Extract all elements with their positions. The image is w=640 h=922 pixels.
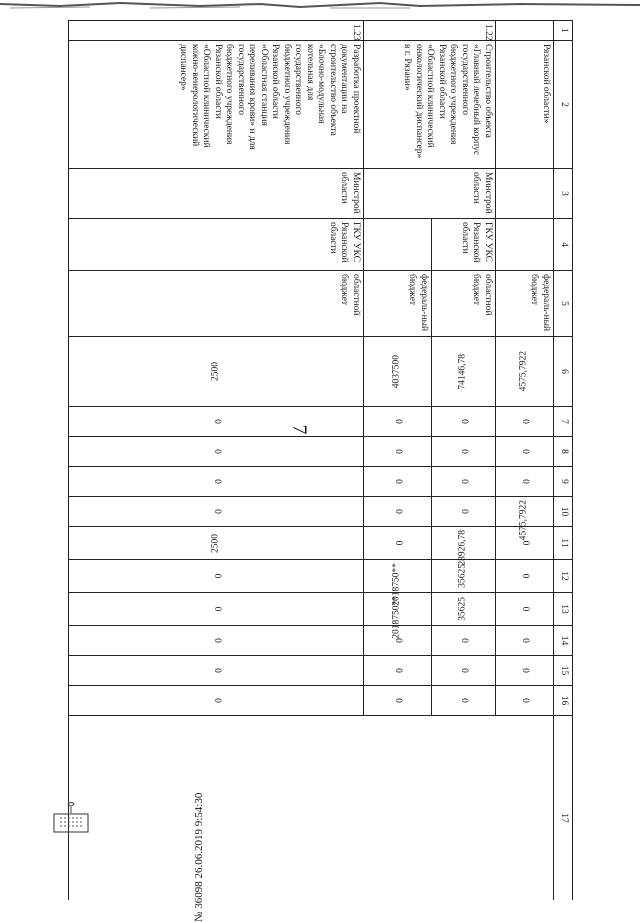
cell-no: 1.22 (364, 21, 496, 41)
cell-name: Строительство объекта «Главный лечебный корпус государственного бюджетного учреждения Рязанской области «Областной клинический онкологический диспансер» в г. Рязани» (364, 41, 496, 169)
cell-c14: 0 (496, 626, 554, 656)
col-header-9: 9 (554, 467, 573, 497)
cell-c6-value: 74146,78 (457, 353, 468, 390)
cell-c6-value: 4575,7922 (518, 351, 529, 392)
column-number-row (554, 21, 573, 901)
document-registration-note: № 36098 26.06.2019 9:54:30 (193, 792, 205, 922)
cell-no: 1.23 (69, 21, 364, 41)
cell-c15: 0 (496, 656, 554, 686)
cell-name: Разработка проектной документации на строительство объекта «Блочно-модульная котельная для государственного бюджетного учреждения Рязанской области «Областная станция переливания крови» и для государственного бюджетного учреждения Рязанской области «Областной клинический кожно-венерологический диспансер» (69, 41, 364, 169)
cell-c11-value: 28926,78 (457, 530, 468, 566)
cell-ministry: Минстрой области (364, 169, 496, 219)
cell-c12: 0 (69, 560, 364, 593)
cell-c17 (69, 716, 554, 901)
cell-c13-value: 35625 (457, 597, 468, 621)
program-table (68, 20, 573, 900)
cell-c13-value: 2018750** (391, 596, 402, 639)
cell-source: областной бюджет (69, 271, 364, 337)
col-header-5: 5 (554, 271, 573, 337)
cell-c9: 0 (364, 467, 432, 497)
cell-c8: 0 (496, 437, 554, 467)
col-header-14: 14 (554, 626, 573, 656)
cell-c14: 0 (69, 626, 364, 656)
cell-name: Рязанской области» (496, 41, 554, 169)
page-number: 7 (288, 424, 311, 435)
col-header-16: 16 (554, 686, 573, 716)
cell-c7: 0 (364, 407, 432, 437)
cell-c14: 0 (364, 626, 432, 656)
col-header-17: 17 (554, 716, 573, 901)
cell-c11-value: 2500 (210, 533, 221, 553)
cell-c16: 0 (69, 686, 364, 716)
cell-c7: 0 (69, 407, 364, 437)
cell-c12-value: 35625 (457, 564, 468, 588)
col-header-6: 6 (554, 337, 573, 407)
cell-c9: 0 (69, 467, 364, 497)
scan-edge-noise (0, 0, 640, 10)
cell-c13: 0 (496, 593, 554, 626)
cell-c15: 0 (364, 656, 432, 686)
cell-c10: 0 (364, 497, 432, 527)
cell-c10 (496, 497, 554, 541)
col-header-12: 12 (554, 560, 573, 593)
cell-c15: 0 (432, 656, 496, 686)
col-header-8: 8 (554, 437, 573, 467)
cell-ministry (496, 169, 554, 219)
cell-c9: 0 (432, 467, 496, 497)
cell-c12-value: 2018750** (391, 563, 402, 606)
col-header-1: 1 (554, 21, 573, 41)
col-header-2: 2 (554, 41, 573, 169)
cell-c10-value: 4575,7922 (518, 500, 529, 541)
cell-executor (496, 219, 554, 271)
cell-source: федераль-ный бюджет (364, 271, 432, 337)
cell-c13 (432, 593, 496, 626)
cell-c6-value: 4037500 (391, 354, 402, 389)
document-table-area (68, 20, 573, 900)
cell-c13: 0 (69, 593, 364, 626)
col-header-7: 7 (554, 407, 573, 437)
cell-c10: 0 (69, 497, 364, 527)
cell-c11 (69, 527, 364, 560)
cell-c6 (432, 337, 496, 407)
cell-c7: 0 (432, 407, 496, 437)
cell-executor: ГКУ УКС Рязанской области (69, 219, 364, 271)
cell-c12: 0 (496, 560, 554, 593)
cell-c11: 0 (364, 527, 432, 560)
col-header-13: 13 (554, 593, 573, 626)
cell-c6 (496, 337, 554, 407)
cell-c12 (432, 560, 496, 593)
cell-c8: 0 (432, 437, 496, 467)
cell-c8: 0 (69, 437, 364, 467)
table-row-continuation (496, 21, 554, 901)
cell-executor: ГКУ УКС Рязанской области (432, 219, 496, 271)
cell-c16: 0 (496, 686, 554, 716)
cell-c11: 0 (496, 527, 554, 560)
cell-c14: 0 (432, 626, 496, 656)
cell-no (496, 21, 554, 41)
cell-source: областной бюджет (432, 271, 496, 337)
registration-stamp-icon (48, 800, 94, 834)
cell-c6-value: 2500 (210, 362, 221, 381)
col-header-3: 3 (554, 169, 573, 219)
col-header-15: 15 (554, 656, 573, 686)
cell-c9: 0 (496, 467, 554, 497)
cell-executor (364, 219, 432, 271)
cell-c8: 0 (364, 437, 432, 467)
cell-source: федераль-ный бюджет (496, 271, 554, 337)
col-header-4: 4 (554, 219, 573, 271)
cell-c7: 0 (496, 407, 554, 437)
col-header-11: 11 (554, 527, 573, 560)
cell-ministry: Минстрой области (69, 169, 364, 219)
cell-c6 (69, 337, 364, 407)
cell-c13 (364, 593, 432, 639)
cell-c6 (364, 337, 432, 407)
cell-c12 (364, 560, 432, 606)
cell-c11 (432, 527, 496, 566)
col-header-10: 10 (554, 497, 573, 527)
cell-c15: 0 (69, 656, 364, 686)
cell-c16: 0 (432, 686, 496, 716)
cell-c10: 0 (432, 497, 496, 527)
cell-c16: 0 (364, 686, 432, 716)
